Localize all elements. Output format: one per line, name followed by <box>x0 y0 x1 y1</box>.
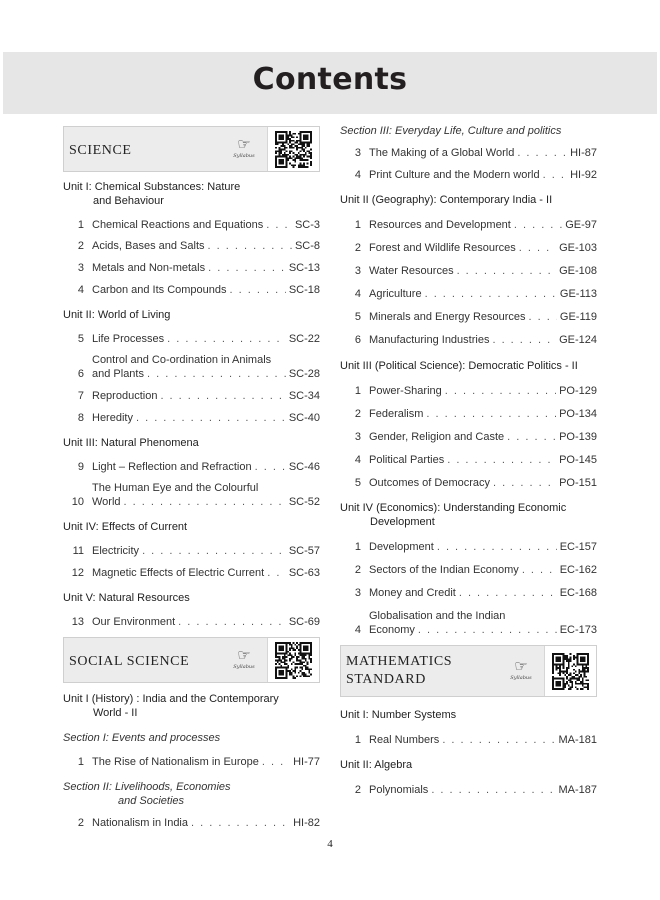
toc-entry[interactable]: 3 Water Resources . . . GE-108 <box>340 264 597 278</box>
syllabus-label: Syllabus <box>233 153 255 159</box>
toc-entry[interactable]: 4 Political Parties . . . PO-145 <box>340 453 597 467</box>
subsection-heading: Section I: Events and processes <box>63 732 221 744</box>
unit-heading: Unit III: Natural Phenomena <box>63 437 199 449</box>
unit-heading: Unit III (Political Science): Democratic Politics - II <box>340 360 578 372</box>
unit-heading: Unit V: Natural Resources <box>63 592 190 604</box>
mathematics-section-header <box>340 645 597 697</box>
unit-heading: Unit I (History) : India and the Contemporary World - II <box>63 693 279 719</box>
toc-entry[interactable]: 4 Agriculture . . . GE-113 <box>340 287 597 301</box>
qr-code-icon <box>267 638 319 682</box>
toc-entry[interactable]: 13 Our Environment . . . SC-69 <box>63 615 320 629</box>
toc-entry[interactable]: 5 Minerals and Energy Resources . . . GE-119 <box>340 310 597 324</box>
toc-entry[interactable]: 3 Metals and Non-metals . . . SC-13 <box>63 261 320 275</box>
toc-entry[interactable]: 2 Polynomials . . . MA-187 <box>340 783 597 797</box>
syllabus-label: Syllabus <box>233 664 255 670</box>
page-title: Contents <box>252 62 408 97</box>
toc-entry[interactable]: 4 Print Culture and the Modern world . . . HI-92 <box>340 168 597 182</box>
toc-entry[interactable]: 3 Money and Credit . . . EC-168 <box>340 586 597 600</box>
toc-entry[interactable]: 1 Power-Sharing . . . PO-129 <box>340 384 597 398</box>
toc-entry[interactable]: 5 Life Processes . . . SC-22 <box>63 332 320 346</box>
qr-code-icon <box>544 646 596 696</box>
toc-entry[interactable]: 11 Electricity . . . SC-57 <box>63 544 320 558</box>
section-title: SOCIAL SCIENCE <box>69 654 190 669</box>
unit-heading: Unit I: Number Systems <box>340 709 457 721</box>
right-column <box>340 124 597 797</box>
toc-entry[interactable]: 10 The Human Eye and the Colourful World . . . SC-52 <box>63 481 320 509</box>
toc-entry[interactable]: 4 Globalisation and the Indian Economy . . . EC-173 <box>340 609 597 637</box>
subsection-heading: Section II: Livelihoods, Economies and Societies <box>63 781 231 807</box>
unit-heading: Unit II (Geography): Contemporary India - II <box>340 194 553 206</box>
subsection-heading: Section III: Everyday Life, Culture and politics <box>340 125 562 137</box>
toc-entry[interactable]: 6 Control and Co-ordination in Animals and Plants . . . SC-28 <box>63 353 320 381</box>
toc-entry[interactable]: 1 Real Numbers . . . MA-181 <box>340 733 597 747</box>
qr-code-icon <box>267 127 319 171</box>
toc-entry[interactable]: 12 Magnetic Effects of Electric Current . . . SC-63 <box>63 566 320 580</box>
unit-heading: Unit II: World of Living <box>63 309 171 321</box>
unit-heading: Unit II: Algebra <box>340 759 413 771</box>
social-science-section-header <box>63 637 320 683</box>
unit-heading: Unit IV (Economics): Understanding Economic Development <box>340 502 567 528</box>
toc-entry[interactable]: 2 Sectors of the Indian Economy . . . EC-162 <box>340 563 597 577</box>
toc-entry[interactable]: 8 Heredity . . . SC-40 <box>63 411 320 425</box>
toc-entry[interactable]: 5 Outcomes of Democracy . . . PO-151 <box>340 476 597 490</box>
toc-entry[interactable]: 2 Acids, Bases and Salts . . . SC-8 <box>63 239 320 253</box>
toc-entry[interactable]: 9 Light – Reflection and Refraction . . . SC-46 <box>63 460 320 474</box>
pointing-hand-icon: ☞ <box>237 647 251 664</box>
pointing-hand-icon: ☞ <box>237 136 251 153</box>
toc-entry[interactable]: 6 Manufacturing Industries . . . GE-124 <box>340 333 597 347</box>
toc-entry[interactable]: 3 The Making of a Global World . . . HI-87 <box>340 146 597 160</box>
section-title: SCIENCE <box>69 143 132 158</box>
toc-entry[interactable]: 1 Chemical Reactions and Equations . . . SC-3 <box>63 218 320 232</box>
toc-entry[interactable]: 2 Federalism . . . PO-134 <box>340 407 597 421</box>
toc-entry[interactable]: 7 Reproduction . . . SC-34 <box>63 389 320 403</box>
toc-entry[interactable]: 1 Development . . . EC-157 <box>340 540 597 554</box>
toc-entry[interactable]: 3 Gender, Religion and Caste . . . PO-139 <box>340 430 597 444</box>
toc-entry[interactable]: 1 The Rise of Nationalism in Europe . . . HI-77 <box>63 755 320 769</box>
section-title: MATHEMATICS STANDARD <box>346 654 453 687</box>
unit-heading: Unit I: Chemical Substances: Nature and Behaviour <box>63 181 241 207</box>
science-section-header <box>63 126 320 172</box>
toc-entry[interactable]: 4 Carbon and Its Compounds . . . SC-18 <box>63 283 320 297</box>
unit-heading: Unit IV: Effects of Current <box>63 521 188 533</box>
pointing-hand-icon: ☞ <box>514 658 528 675</box>
toc-entry[interactable]: 2 Forest and Wildlife Resources . . . GE-103 <box>340 241 597 255</box>
page-number: 4 <box>327 838 333 850</box>
syllabus-label: Syllabus <box>510 675 532 681</box>
toc-entry[interactable]: 2 Nationalism in India . . . HI-82 <box>63 816 320 830</box>
toc-entry[interactable]: 1 Resources and Development . . . GE-97 <box>340 218 597 232</box>
left-column <box>63 124 320 830</box>
